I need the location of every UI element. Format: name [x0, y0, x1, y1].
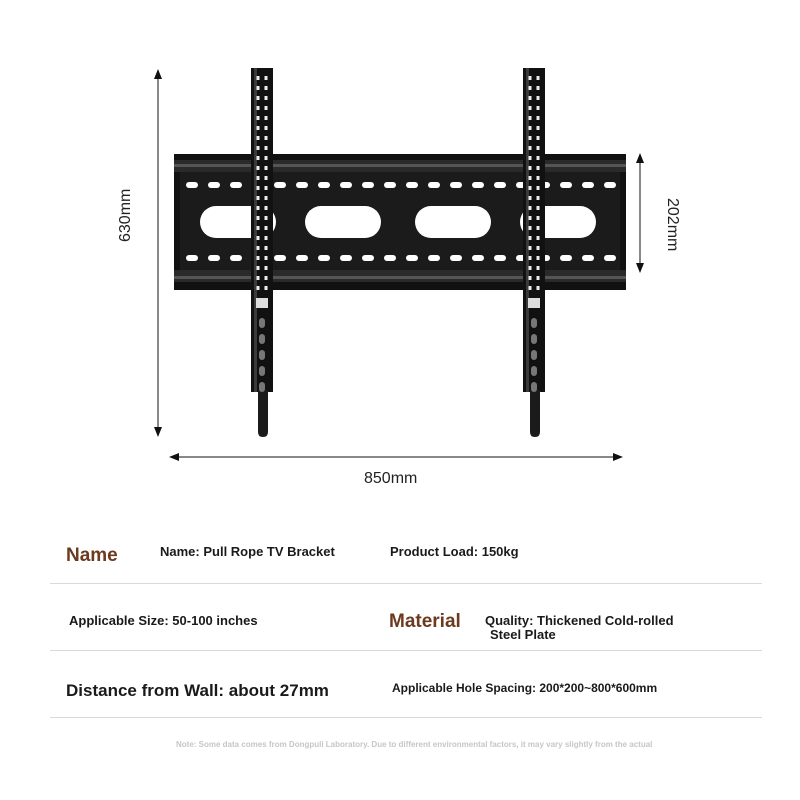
- arm-hole: [537, 136, 540, 140]
- arm-slot: [531, 350, 537, 360]
- arm-hole: [529, 76, 532, 80]
- arm-hole: [529, 126, 532, 130]
- arm-hole: [265, 116, 268, 120]
- arm-hole: [529, 166, 532, 170]
- arm-hole: [529, 236, 532, 240]
- mounting-hole: [472, 255, 484, 261]
- arm-hole: [537, 226, 540, 230]
- arm-hole: [265, 86, 268, 90]
- arm-hole: [257, 166, 260, 170]
- arm-hole: [257, 76, 260, 80]
- arm-hole: [257, 146, 260, 150]
- arm-hole: [265, 106, 268, 110]
- arm-hole: [529, 266, 532, 270]
- mounting-hole: [384, 182, 396, 188]
- mounting-hole: [406, 182, 418, 188]
- arm-slot: [259, 334, 265, 344]
- arm-hole: [529, 146, 532, 150]
- arm-slot: [531, 382, 537, 392]
- product-load: Product Load: 150kg: [390, 544, 519, 559]
- arm-hole: [257, 216, 260, 220]
- arm-hole: [257, 156, 260, 160]
- mounting-hole: [604, 255, 616, 261]
- mounting-hole: [450, 182, 462, 188]
- arm-hole: [537, 266, 540, 270]
- arm-hole: [529, 156, 532, 160]
- arm-hole: [529, 276, 532, 280]
- arm-hole: [537, 246, 540, 250]
- mounting-hole: [560, 182, 572, 188]
- material-heading: Material: [389, 611, 461, 632]
- arm-hole: [257, 276, 260, 280]
- arm-hole: [265, 176, 268, 180]
- mounting-hole: [362, 182, 374, 188]
- arm-hole: [257, 86, 260, 90]
- arm-hole: [537, 106, 540, 110]
- mounting-hole: [230, 255, 242, 261]
- arm-slot: [531, 318, 537, 328]
- divider: [50, 650, 762, 651]
- mounting-hole: [582, 255, 594, 261]
- wall-distance: Distance from Wall: about 27mm: [66, 681, 329, 700]
- arm-hole: [529, 106, 532, 110]
- hole-spacing: Applicable Hole Spacing: 200*200~800*600mm: [392, 681, 658, 695]
- mounting-hole: [428, 182, 440, 188]
- disclaimer-note: Note: Some data comes from Dongpuli Laboratory. Due to different environmental factors, it may vary slightly from the actual: [176, 740, 653, 749]
- arm-hole: [265, 96, 268, 100]
- arm-hole: [537, 116, 540, 120]
- mounting-hole: [340, 182, 352, 188]
- arm-hole: [529, 286, 532, 290]
- right-mounting-arm: [523, 68, 545, 437]
- arm-hole: [257, 136, 260, 140]
- arm-slot: [259, 366, 265, 376]
- mounting-hole: [428, 255, 440, 261]
- mounting-hole: [560, 255, 572, 261]
- material-quality-line1: Quality: Thickened Cold-rolled: [485, 613, 674, 628]
- arm-hole: [257, 236, 260, 240]
- mounting-hole: [494, 182, 506, 188]
- mounting-hole: [472, 182, 484, 188]
- arm-hole: [529, 206, 532, 210]
- arm-hole: [537, 256, 540, 260]
- material-quality-line2: Steel Plate: [490, 627, 556, 642]
- arm-hole: [265, 136, 268, 140]
- left-mounting-arm: [251, 68, 273, 437]
- arm-hole: [529, 86, 532, 90]
- arm-hole: [529, 136, 532, 140]
- mounting-hole: [186, 182, 198, 188]
- mounting-hole: [186, 255, 198, 261]
- arm-hole: [265, 126, 268, 130]
- arm-hole: [537, 206, 540, 210]
- arm-hole: [529, 256, 532, 260]
- arm-hole: [257, 286, 260, 290]
- arm-hole: [537, 76, 540, 80]
- mounting-hole: [494, 255, 506, 261]
- arm-slot: [259, 382, 265, 392]
- arm-hole: [529, 226, 532, 230]
- arm-slot: [531, 366, 537, 376]
- mounting-hole: [318, 255, 330, 261]
- arm-hole: [529, 176, 532, 180]
- arm-hole: [265, 166, 268, 170]
- arm-hole: [529, 216, 532, 220]
- arm-slot: [259, 350, 265, 360]
- mounting-hole: [384, 255, 396, 261]
- mounting-hole: [208, 182, 220, 188]
- mounting-hole: [274, 255, 286, 261]
- arm-hole: [265, 156, 268, 160]
- arm-hole: [257, 206, 260, 210]
- mounting-hole: [296, 255, 308, 261]
- arm-hole: [257, 226, 260, 230]
- arm-hole: [257, 116, 260, 120]
- arm-hole: [529, 116, 532, 120]
- arm-hole: [257, 186, 260, 190]
- arm-hole: [257, 176, 260, 180]
- arm-hole: [265, 266, 268, 270]
- arm-hole: [537, 86, 540, 90]
- arm-hole: [537, 146, 540, 150]
- mounting-hole: [582, 182, 594, 188]
- applicable-size: Applicable Size: 50-100 inches: [69, 613, 258, 628]
- mounting-hole: [208, 255, 220, 261]
- arm-hole: [265, 146, 268, 150]
- mounting-hole: [274, 182, 286, 188]
- arm-hole: [537, 166, 540, 170]
- arm-hole: [265, 286, 268, 290]
- arm-hole: [265, 236, 268, 240]
- mounting-hole: [230, 182, 242, 188]
- arm-hole: [529, 196, 532, 200]
- arm-hole: [257, 196, 260, 200]
- arm-hole: [265, 76, 268, 80]
- arm-hole: [257, 266, 260, 270]
- arm-hole: [265, 186, 268, 190]
- divider: [50, 583, 762, 584]
- mounting-hole: [450, 255, 462, 261]
- arm-hole: [257, 246, 260, 250]
- arm-hole: [529, 96, 532, 100]
- arm-hole: [537, 236, 540, 240]
- arm-hole: [537, 276, 540, 280]
- mounting-hole: [340, 255, 352, 261]
- width-dimension-label: 850mm: [364, 470, 418, 487]
- mounting-hole: [296, 182, 308, 188]
- name-heading: Name: [66, 545, 118, 566]
- arm-hole: [265, 196, 268, 200]
- mounting-hole: [406, 255, 418, 261]
- arm-hole: [257, 256, 260, 260]
- arm-hole: [265, 246, 268, 250]
- arm-hole: [529, 246, 532, 250]
- arm-hole: [537, 186, 540, 190]
- arm-hole: [529, 186, 532, 190]
- plate-height-dimension-label: 202mm: [664, 198, 681, 252]
- arm-hole: [537, 126, 540, 130]
- arm-hole: [265, 276, 268, 280]
- arm-slot: [259, 318, 265, 328]
- arm-hole: [257, 106, 260, 110]
- wall-plate: [174, 154, 626, 290]
- arm-hole: [537, 286, 540, 290]
- arm-hole: [265, 256, 268, 260]
- arm-hole: [265, 216, 268, 220]
- mounting-hole: [604, 182, 616, 188]
- divider: [50, 717, 762, 718]
- arm-hole: [537, 216, 540, 220]
- arm-hole: [537, 96, 540, 100]
- arm-hole: [257, 126, 260, 130]
- arm-hole: [265, 206, 268, 210]
- arm-hole: [537, 196, 540, 200]
- arm-hole: [537, 156, 540, 160]
- mounting-hole: [362, 255, 374, 261]
- arm-hole: [537, 176, 540, 180]
- arm-hole: [265, 226, 268, 230]
- mounting-hole: [318, 182, 330, 188]
- arm-slot: [531, 334, 537, 344]
- arm-hole: [257, 96, 260, 100]
- product-name: Name: Pull Rope TV Bracket: [160, 544, 335, 559]
- height-dimension-label: 630mm: [117, 188, 134, 242]
